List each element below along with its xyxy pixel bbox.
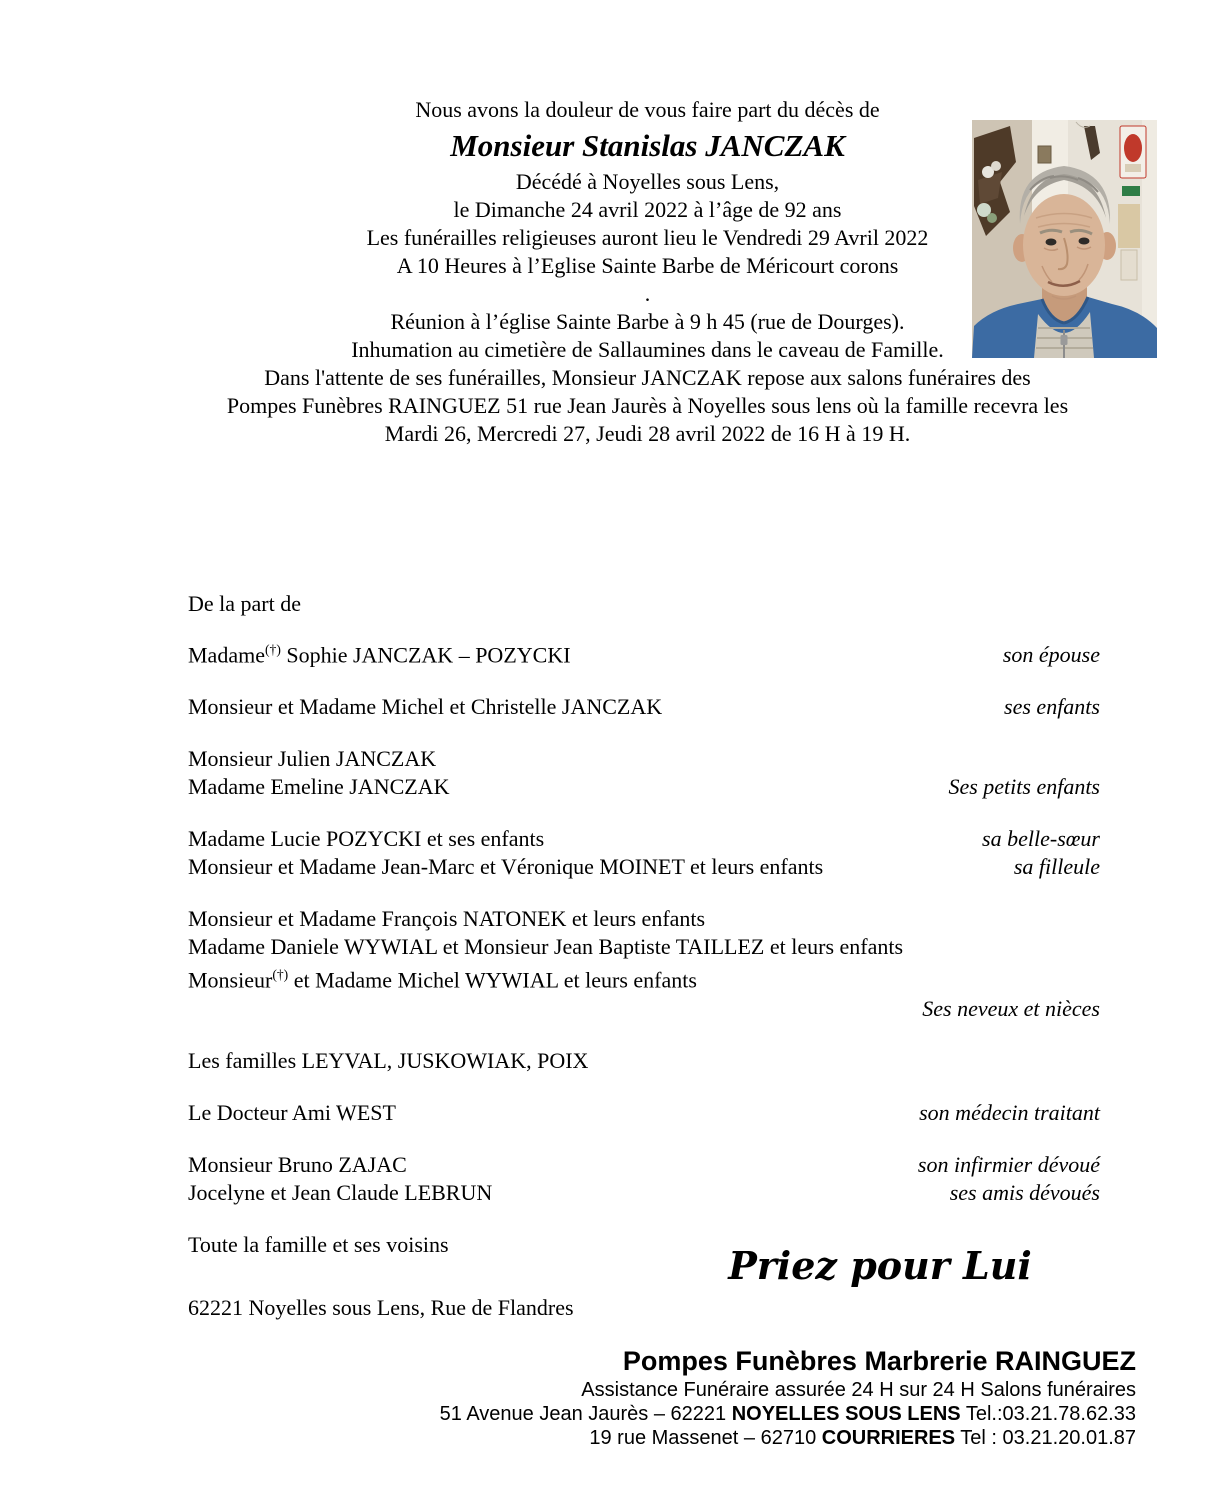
- footer-address-noyelles: 51 Avenue Jean Jaurès – 62221 NOYELLES SOUS LENS Tel.:03.21.78.62.33: [439, 1403, 1136, 1425]
- relation-label: son épouse: [1002, 642, 1100, 668]
- relation-label: sa belle-sœur: [982, 826, 1100, 852]
- stray-period: .: [644, 281, 651, 306]
- announcement-line: Nous avons la douleur de vous faire part du décès de: [415, 97, 880, 122]
- family-row-nurse: Monsieur Bruno ZAJAC son infirmier dévoué: [188, 1151, 1100, 1177]
- relation-label: ses enfants: [1004, 694, 1100, 720]
- family-row-nephews-3: Monsieur(†) et Madame Michel WYWIAL et leurs enfants: [188, 967, 697, 993]
- from-heading: De la part de: [188, 591, 301, 616]
- relation-label: son infirmier dévoué: [917, 1151, 1100, 1177]
- funeral-home-footer: [440, 1344, 1136, 1450]
- family-row-grandchild-1: Monsieur Julien JANCZAK: [188, 746, 437, 772]
- family-row-families: Les familles LEYVAL, JUSKOWIAK, POIX: [188, 1047, 589, 1073]
- family-row-friends: Jocelyne et Jean Claude LEBRUN ses amis dévoués: [188, 1179, 1100, 1205]
- funeral-line-1: Les funérailles religieuses auront lieu le Vendredi 29 Avril 2022: [366, 225, 929, 250]
- dagger-superscript: (†): [264, 642, 281, 657]
- relation-label: Ses petits enfants: [948, 774, 1100, 800]
- family-row-spouse: Madame(†) Sophie JANCZAK – POZYCKI son épouse: [188, 642, 1100, 668]
- family-row-nephews-label: [188, 995, 1100, 1023]
- footer-address-courrieres: 19 rue Massenet – 62710 COURRIERES Tel : 03.21.20.01.87: [589, 1427, 1136, 1449]
- footer-assistance-line: Assistance Funéraire assurée 24 H sur 24 H Salons funéraires: [581, 1379, 1136, 1401]
- relation-label: Ses neveux et nièces: [922, 995, 1100, 1021]
- relation-label: ses amis dévoués: [949, 1179, 1100, 1205]
- repose-line-2: Pompes Funèbres RAINGUEZ 51 rue Jean Jaurès à Noyelles sous lens où la famille recevra les: [226, 393, 1069, 418]
- intro-block: [190, 96, 1105, 448]
- family-row-nephews-1: Monsieur et Madame François NATONEK et leurs enfants: [188, 906, 706, 932]
- footer-city-noyelles: NOYELLES SOUS LENS: [731, 1403, 961, 1425]
- dagger-superscript: (†): [272, 967, 289, 983]
- relation-label: sa filleule: [1013, 854, 1100, 880]
- family-row-sister-in-law: Madame Lucie POZYCKI et ses enfants sa belle-sœur: [188, 826, 1100, 852]
- repose-line-1: Dans l'attente de ses funérailles, Monsieur JANCZAK repose aux salons funéraires des: [264, 365, 1031, 390]
- footer-city-courrieres: COURRIERES: [821, 1427, 956, 1449]
- family-list: [188, 636, 1100, 1259]
- deceased-name: Monsieur Stanislas JANCZAK: [450, 128, 845, 163]
- family-row-doctor: Le Docteur Ami WEST son médecin traitant: [188, 1099, 1100, 1125]
- funeral-home-name: Pompes Funèbres Marbrerie RAINGUEZ: [622, 1346, 1136, 1376]
- death-date: le Dimanche 24 avril 2022 à l’âge de 92 ans: [453, 197, 842, 222]
- relation-label: son médecin traitant: [919, 1099, 1100, 1125]
- family-row-children: Monsieur et Madame Michel et Christelle JANCZAK ses enfants: [188, 694, 1100, 720]
- family-row-grandchild-2: Madame Emeline JANCZAK Ses petits enfants: [188, 774, 1100, 800]
- death-place: Décédé à Noyelles sous Lens,: [515, 169, 780, 194]
- burial-line: Inhumation au cimetière de Sallaumines dans le caveau de Famille.: [351, 337, 944, 362]
- family-row-whole-family: Toute la famille et ses voisins: [188, 1231, 449, 1257]
- family-row-goddaughter: Monsieur et Madame Jean-Marc et Véronique MOINET et leurs enfants sa filleule: [188, 854, 1100, 880]
- repose-line-3: Mardi 26, Mercredi 27, Jeudi 28 avril 2022 de 16 H à 19 H.: [384, 421, 911, 446]
- funeral-line-2: A 10 Heures à l’Eglise Sainte Barbe de Méricourt corons: [396, 253, 899, 278]
- meeting-line: Réunion à l’église Sainte Barbe à 9 h 45 (rue de Dourges).: [390, 309, 905, 334]
- pray-for-him-script: Priez pour Lui: [728, 1243, 1032, 1288]
- family-row-nephews-2: Madame Daniele WYWIAL et Monsieur Jean Baptiste TAILLEZ et leurs enfants: [188, 934, 904, 960]
- deceased-address: 62221 Noyelles sous Lens, Rue de Flandres: [188, 1295, 574, 1320]
